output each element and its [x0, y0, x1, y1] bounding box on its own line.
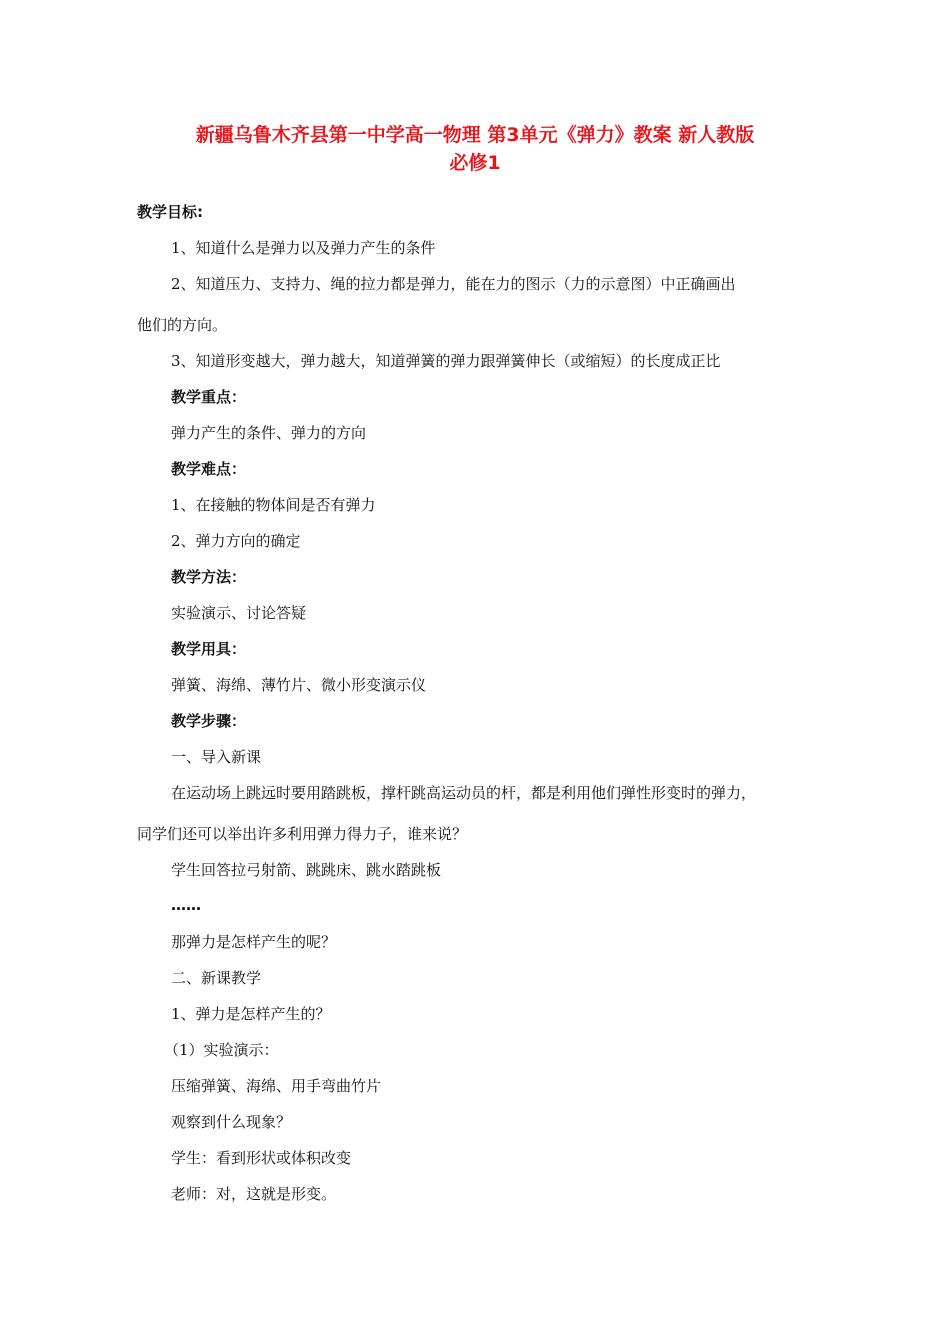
objective-3: 3、知道形变越大，弹力越大，知道弹簧的弹力跟弹簧伸长（或缩短）的长度成正比: [171, 352, 721, 370]
methods-text: 实验演示、讨论答疑: [171, 604, 307, 622]
keypoints-heading: 教学重点：: [171, 388, 247, 406]
demo-heading: （1）实验演示：: [164, 1041, 279, 1059]
steps-heading: 教学步骤：: [171, 712, 247, 730]
objective-2b: 他们的方向。: [137, 316, 228, 334]
intro-paragraph-a: 在运动场上跳远时要用踏跳板，撑杆跳高运动员的杆，都是利用他们弹性形变时的弹力，: [171, 784, 757, 802]
keypoints-text: 弹力产生的条件、弹力的方向: [171, 424, 367, 442]
difficulty-1: 1、在接触的物体间是否有弹力: [171, 496, 376, 514]
observe-question: 观察到什么现象？: [171, 1113, 292, 1131]
difficulty-2: 2、弹力方向的确定: [171, 532, 301, 550]
student-answer: 学生回答拉弓射箭、跳跳床、跳水踏跳板: [171, 861, 442, 879]
demo-text: 压缩弹簧、海绵、用手弯曲竹片: [171, 1077, 382, 1095]
step-new: 二、新课教学: [171, 969, 262, 987]
objective-1: 1、知道什么是弹力以及弹力产生的条件: [171, 239, 436, 257]
objective-2a: 2、知道压力、支持力、绳的拉力都是弹力，能在力的图示（力的示意图）中正确画出: [171, 275, 736, 293]
tools-heading: 教学用具：: [171, 640, 247, 658]
difficulties-heading: 教学难点：: [171, 460, 247, 478]
sub-heading-1: 1、弹力是怎样产生的？: [171, 1005, 331, 1023]
step-intro: 一、导入新课: [171, 748, 262, 766]
tools-text: 弹簧、海绵、薄竹片、微小形变演示仪: [171, 676, 427, 694]
student-reply: 学生：看到形状或体积改变: [171, 1149, 352, 1167]
intro-paragraph-b: 同学们还可以举出许多利用弹力得力子，谁来说？: [137, 825, 468, 843]
teacher-reply: 老师：对，这就是形变。: [171, 1185, 337, 1203]
ellipsis: ……: [171, 896, 201, 914]
objectives-heading: 教学目标:: [137, 203, 203, 221]
document-title-line-1: 新疆乌鲁木齐县第一中学高一物理 第3单元《弹力》教案 新人教版: [195, 124, 755, 146]
question: 那弹力是怎样产生的呢？: [171, 933, 337, 951]
methods-heading: 教学方法：: [171, 568, 247, 586]
document-title-line-2: 必修1: [449, 152, 501, 174]
